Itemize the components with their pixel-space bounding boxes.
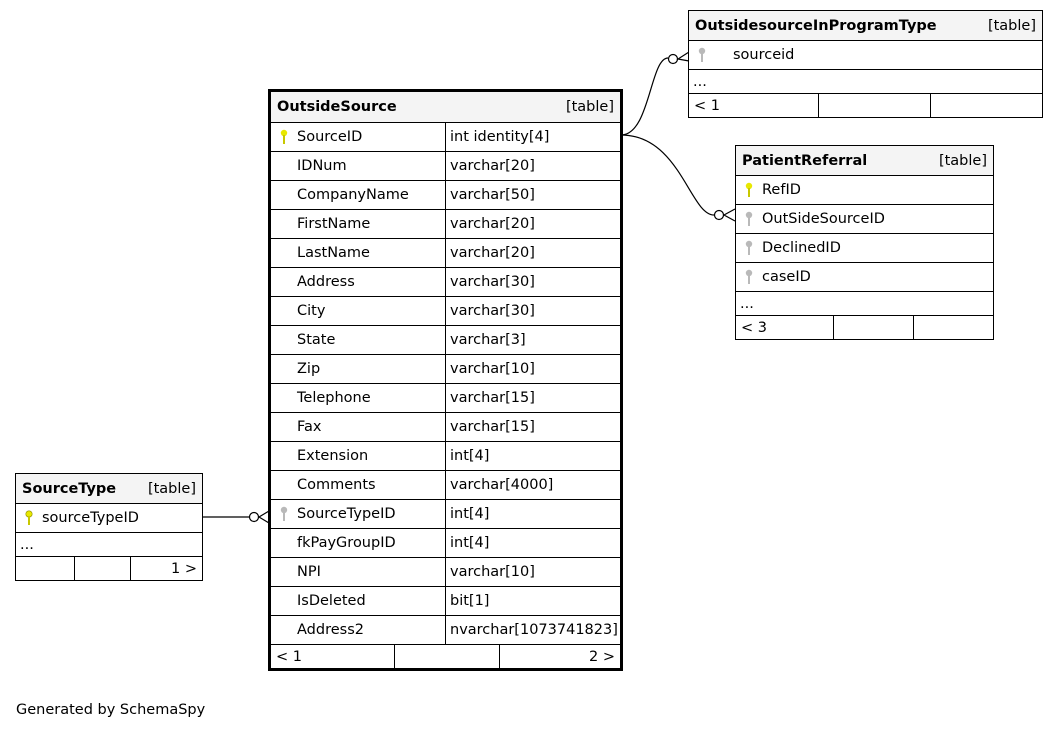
column-row[interactable] — [271, 442, 620, 471]
column-name: RefID — [762, 182, 801, 198]
column-name: Fax — [297, 419, 322, 435]
column-name: City — [297, 303, 326, 319]
edge-sourceid-to-patientreferral — [621, 135, 714, 215]
column-row[interactable] — [271, 413, 620, 442]
table-footer — [736, 316, 993, 339]
column-type: varchar[10] — [445, 558, 620, 586]
column-row[interactable] — [271, 529, 620, 558]
column-row[interactable] — [736, 263, 993, 292]
column-type: varchar[20] — [445, 152, 620, 180]
column-name: SourceTypeID — [297, 506, 396, 522]
edge-crowfoot-marker — [724, 209, 735, 221]
parents-link[interactable]: < 1 — [276, 648, 302, 665]
column-row[interactable] — [16, 504, 202, 533]
table-patientreferral[interactable] — [735, 145, 994, 340]
column-name: Address — [297, 274, 355, 290]
column-name: Extension — [297, 448, 369, 464]
parents-link[interactable]: < 3 — [741, 319, 767, 336]
column-row[interactable] — [689, 41, 1042, 70]
column-row[interactable] — [271, 587, 620, 616]
column-row[interactable] — [271, 500, 620, 529]
column-row[interactable] — [736, 205, 993, 234]
column-name: fkPayGroupID — [297, 535, 396, 551]
column-type: varchar[30] — [445, 297, 620, 325]
footer-cell — [833, 316, 913, 339]
more-columns: ... — [16, 533, 202, 557]
primary-key-icon — [279, 129, 289, 145]
column-name: sourceTypeID — [42, 510, 139, 526]
foreign-key-icon — [279, 506, 289, 522]
edge-zero-marker — [250, 513, 259, 522]
column-type: nvarchar[1073741823] — [445, 616, 620, 644]
column-type: varchar[30] — [445, 268, 620, 296]
generated-by-label: Generated by SchemaSpy — [16, 702, 206, 718]
column-row[interactable] — [271, 326, 620, 355]
column-type: int identity[4] — [445, 123, 620, 151]
column-name: caseID — [762, 269, 811, 285]
column-row[interactable] — [271, 152, 620, 181]
column-row[interactable] — [271, 181, 620, 210]
column-name: SourceID — [297, 129, 363, 145]
table-name[interactable]: PatientReferral — [742, 152, 868, 169]
footer-cell — [74, 557, 130, 580]
table-footer — [689, 94, 1042, 117]
table-header — [271, 92, 620, 123]
foreign-key-icon — [744, 269, 754, 285]
column-row[interactable] — [736, 176, 993, 205]
footer-cell — [394, 645, 499, 668]
parents-link[interactable]: < 1 — [694, 97, 720, 114]
table-kind: [table] — [938, 152, 987, 169]
more-columns: ... — [736, 292, 993, 316]
column-row[interactable] — [271, 268, 620, 297]
column-name: State — [297, 332, 336, 348]
table-footer — [271, 645, 620, 668]
column-name: sourceid — [733, 47, 795, 63]
table-header — [689, 11, 1042, 41]
footer-cell — [818, 94, 930, 117]
column-row[interactable] — [271, 558, 620, 587]
foreign-key-icon — [744, 240, 754, 256]
column-name: Comments — [297, 477, 376, 493]
column-name: NPI — [297, 564, 321, 580]
column-type: varchar[3] — [445, 326, 620, 354]
table-kind: [table] — [565, 99, 614, 115]
column-type: varchar[4000] — [445, 471, 620, 499]
column-row[interactable] — [271, 210, 620, 239]
column-type: varchar[20] — [445, 210, 620, 238]
table-name[interactable]: OutsidesourceInProgramType — [695, 17, 937, 34]
table-sourcetype[interactable] — [15, 473, 203, 581]
column-type: int[4] — [445, 500, 620, 528]
column-type: varchar[15] — [445, 413, 620, 441]
foreign-key-icon — [697, 47, 707, 63]
column-name: DeclinedID — [762, 240, 841, 256]
column-type: bit[1] — [445, 587, 620, 615]
edge-zero-marker — [669, 55, 678, 64]
column-row[interactable] — [736, 234, 993, 263]
column-name: IsDeleted — [297, 593, 366, 609]
column-row[interactable] — [271, 123, 620, 152]
column-type: int[4] — [445, 442, 620, 470]
column-type: varchar[50] — [445, 181, 620, 209]
column-type: varchar[15] — [445, 384, 620, 412]
table-header — [736, 146, 993, 176]
column-row[interactable] — [271, 297, 620, 326]
edge-sourceid-to-inprogramtype — [621, 58, 668, 135]
edge-zero-marker — [715, 211, 724, 220]
column-row[interactable] — [271, 239, 620, 268]
table-header — [16, 474, 202, 504]
column-name: LastName — [297, 245, 370, 261]
column-row[interactable] — [271, 355, 620, 384]
children-link[interactable]: 1 > — [130, 557, 202, 580]
column-type: varchar[10] — [445, 355, 620, 383]
column-name: FirstName — [297, 216, 371, 232]
column-name: Address2 — [297, 622, 364, 638]
table-kind: [table] — [147, 480, 196, 497]
children-link[interactable]: 2 > — [499, 645, 620, 668]
column-name: Zip — [297, 361, 321, 377]
column-row[interactable] — [271, 616, 620, 645]
primary-key-icon — [24, 510, 34, 526]
primary-key-icon — [744, 182, 754, 198]
table-name[interactable]: OutsideSource — [277, 99, 397, 115]
column-name: CompanyName — [297, 187, 409, 203]
table-outsidesource[interactable] — [268, 89, 623, 671]
column-row[interactable] — [271, 471, 620, 500]
table-footer — [16, 557, 202, 580]
foreign-key-icon — [744, 211, 754, 227]
footer-cell — [16, 557, 74, 580]
column-name: Telephone — [297, 390, 371, 406]
table-outsidesourceinprogramtype[interactable] — [688, 10, 1043, 118]
column-type: varchar[20] — [445, 239, 620, 267]
table-kind: [table] — [987, 17, 1036, 34]
column-name: IDNum — [297, 158, 347, 174]
column-row[interactable] — [271, 384, 620, 413]
table-name[interactable]: SourceType — [22, 480, 117, 497]
footer-cell — [930, 94, 1042, 117]
column-type: int[4] — [445, 529, 620, 557]
footer-cell — [913, 316, 993, 339]
column-name: OutSideSourceID — [762, 211, 885, 227]
more-columns: ... — [689, 70, 1042, 94]
